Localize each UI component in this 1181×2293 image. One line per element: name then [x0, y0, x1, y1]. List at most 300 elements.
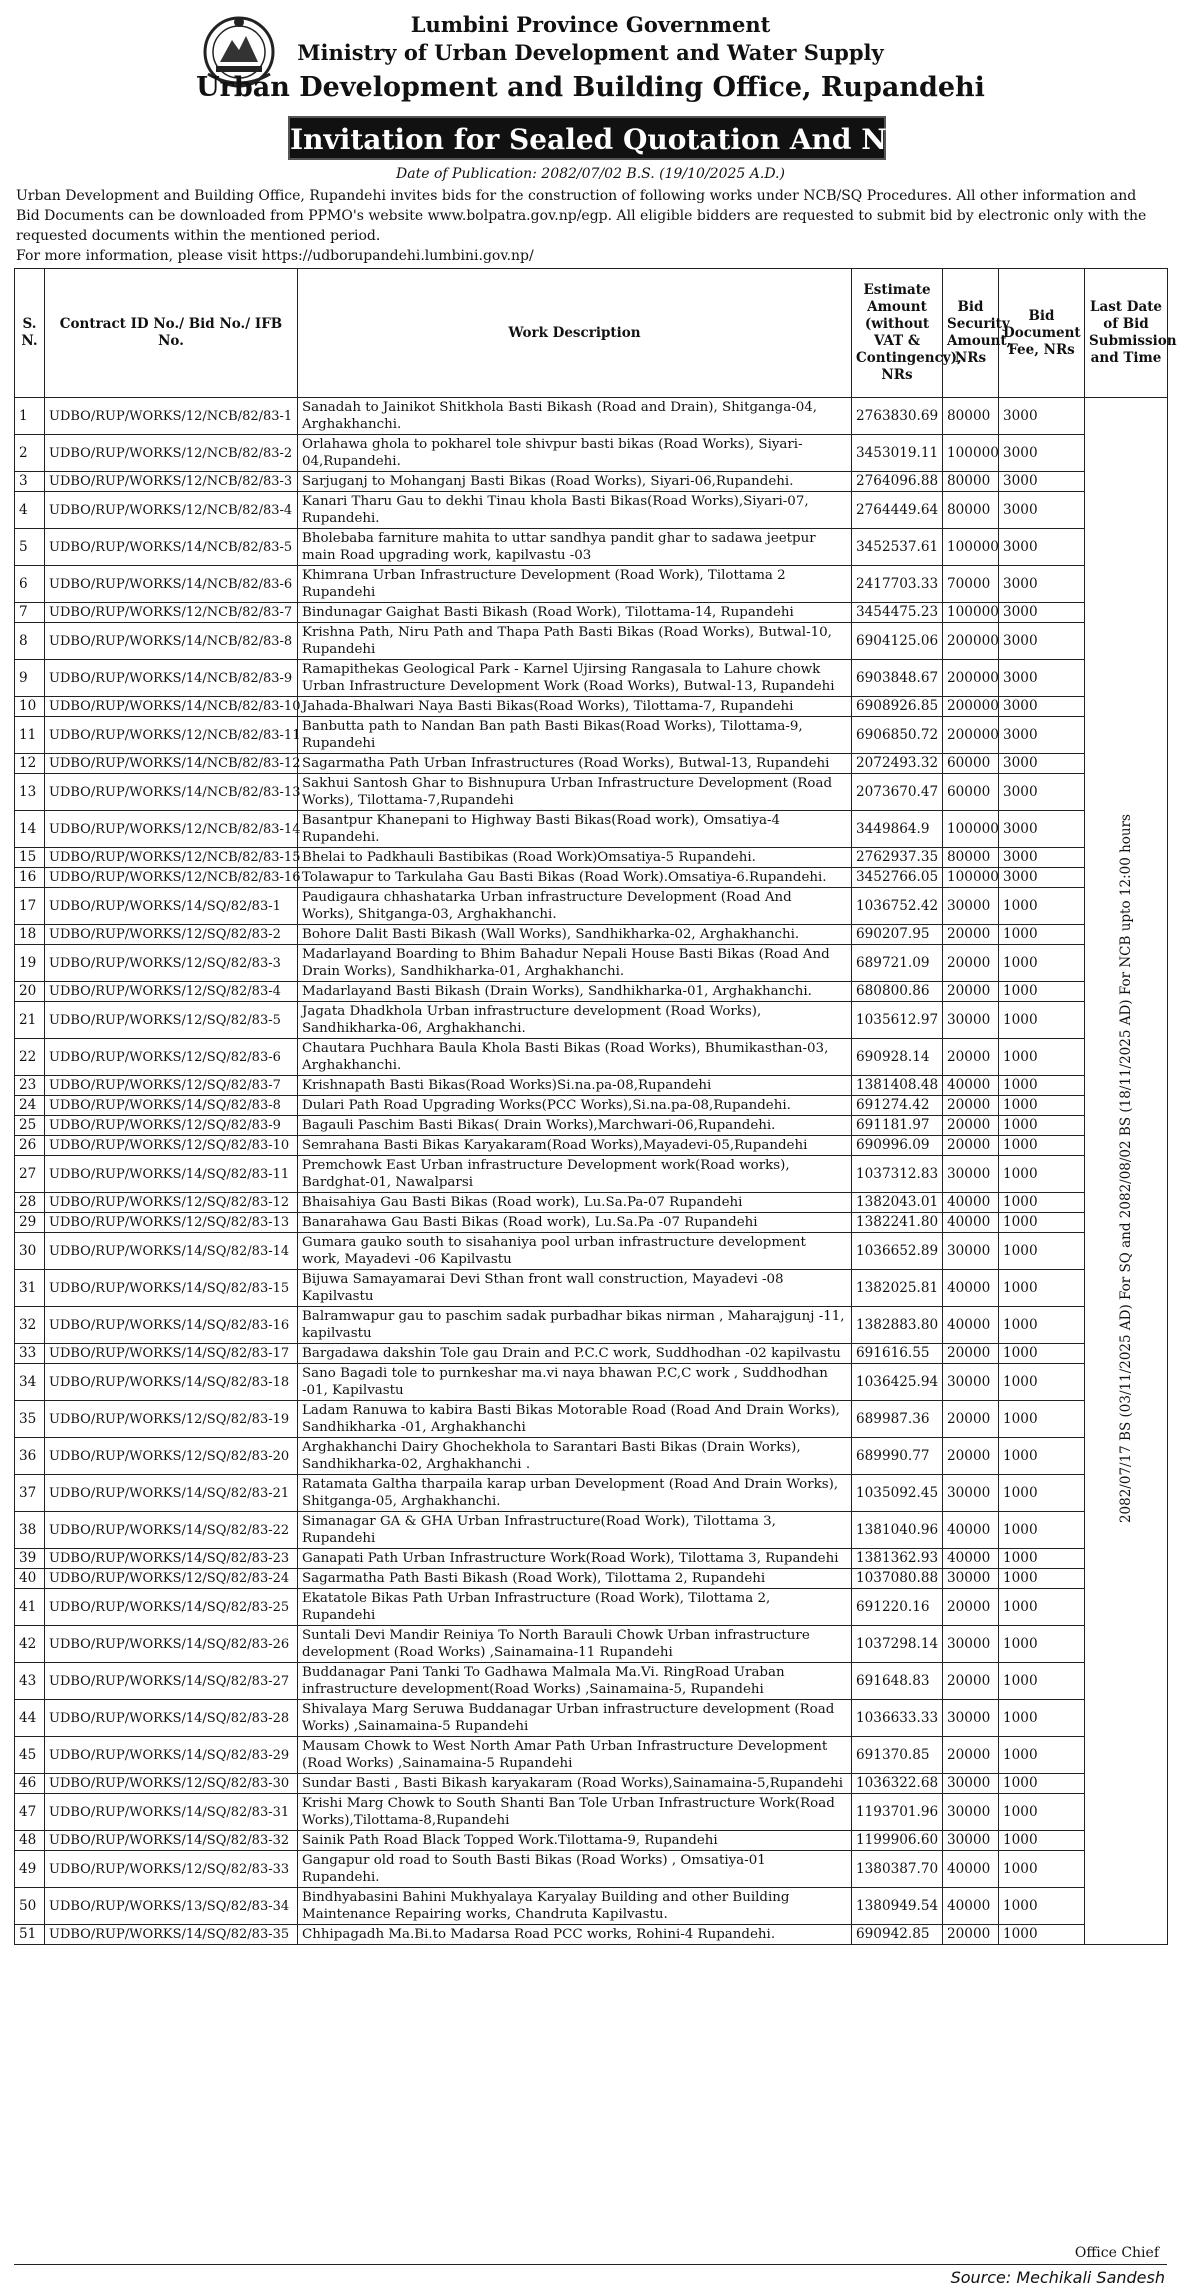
- cell-security: 100000: [943, 868, 999, 888]
- cell-estimate: 1037080.88: [852, 1569, 943, 1589]
- table-row: [15, 1794, 1168, 1831]
- cell-sn: 30: [15, 1233, 45, 1270]
- cell-contract-id: UDBO/RUP/WORKS/14/SQ/82/83-25: [45, 1589, 298, 1626]
- cell-contract-id: UDBO/RUP/WORKS/14/SQ/82/83-21: [45, 1475, 298, 1512]
- cell-doc-fee: 3000: [999, 435, 1085, 472]
- table-row: [15, 1213, 1168, 1233]
- table-row: [15, 1888, 1168, 1925]
- cell-estimate: 680800.86: [852, 982, 943, 1002]
- cell-last-date: [1085, 398, 1168, 1945]
- cell-contract-id: UDBO/RUP/WORKS/14/NCB/82/83-10: [45, 697, 298, 717]
- cell-doc-fee: 1000: [999, 1116, 1085, 1136]
- cell-security: 80000: [943, 848, 999, 868]
- footer-divider: [14, 2264, 1167, 2265]
- cell-contract-id: UDBO/RUP/WORKS/14/SQ/82/83-16: [45, 1307, 298, 1344]
- cell-doc-fee: 1000: [999, 1774, 1085, 1794]
- cell-security: 60000: [943, 774, 999, 811]
- cell-doc-fee: 3000: [999, 811, 1085, 848]
- cell-description: Paudigaura chhashatarka Urban infrastructure Development (Road And Works), Shitganga-03, Arghakhanchi.: [298, 888, 852, 925]
- cell-description: Ratamata Galtha tharpaila karap urban Development (Road And Drain Works), Shitganga-05, Arghakhanchi.: [298, 1475, 852, 1512]
- table-row: [15, 472, 1168, 492]
- cell-contract-id: UDBO/RUP/WORKS/14/SQ/82/83-29: [45, 1737, 298, 1774]
- table-row: [15, 1831, 1168, 1851]
- table-header-row: [15, 269, 1168, 398]
- cell-sn: 9: [15, 660, 45, 697]
- cell-description: Bijuwa Samayamarai Devi Sthan front wall construction, Mayadevi -08 Kapilvastu: [298, 1270, 852, 1307]
- cell-estimate: 2764449.64: [852, 492, 943, 529]
- cell-doc-fee: 1000: [999, 925, 1085, 945]
- cell-estimate: 1381040.96: [852, 1512, 943, 1549]
- cell-sn: 11: [15, 717, 45, 754]
- cell-description: Sakhui Santosh Ghar to Bishnupura Urban Infrastructure Development (Road Works), Tilottama-7,Rupandehi: [298, 774, 852, 811]
- cell-description: Bhelai to Padkhauli Bastibikas (Road Work)Omsatiya-5 Rupandehi.: [298, 848, 852, 868]
- cell-doc-fee: 1000: [999, 1002, 1085, 1039]
- cell-contract-id: UDBO/RUP/WORKS/12/SQ/82/83-9: [45, 1116, 298, 1136]
- cell-estimate: 689990.77: [852, 1438, 943, 1475]
- cell-contract-id: UDBO/RUP/WORKS/14/SQ/82/83-11: [45, 1156, 298, 1193]
- cell-security: 20000: [943, 1663, 999, 1700]
- table-row: [15, 603, 1168, 623]
- table-row: [15, 1438, 1168, 1475]
- cell-security: 20000: [943, 1039, 999, 1076]
- cell-security: 30000: [943, 888, 999, 925]
- cell-estimate: 2764096.88: [852, 472, 943, 492]
- cell-contract-id: UDBO/RUP/WORKS/12/SQ/82/83-33: [45, 1851, 298, 1888]
- cell-contract-id: UDBO/RUP/WORKS/12/SQ/82/83-13: [45, 1213, 298, 1233]
- cell-estimate: 1036652.89: [852, 1233, 943, 1270]
- header-estimate: Estimate Amount (without VAT & Contingency), NRs: [852, 269, 943, 398]
- cell-estimate: 1380949.54: [852, 1888, 943, 1925]
- table-row: [15, 492, 1168, 529]
- cell-sn: 10: [15, 697, 45, 717]
- cell-security: 200000: [943, 697, 999, 717]
- table-row: [15, 1136, 1168, 1156]
- cell-sn: 34: [15, 1364, 45, 1401]
- cell-contract-id: UDBO/RUP/WORKS/14/SQ/82/83-26: [45, 1626, 298, 1663]
- cell-doc-fee: 1000: [999, 1589, 1085, 1626]
- cell-contract-id: UDBO/RUP/WORKS/14/NCB/82/83-12: [45, 754, 298, 774]
- cell-estimate: 3453019.11: [852, 435, 943, 472]
- cell-sn: 38: [15, 1512, 45, 1549]
- cell-security: 40000: [943, 1888, 999, 1925]
- cell-estimate: 690207.95: [852, 925, 943, 945]
- cell-doc-fee: 1000: [999, 1364, 1085, 1401]
- cell-contract-id: UDBO/RUP/WORKS/14/SQ/82/83-17: [45, 1344, 298, 1364]
- cell-doc-fee: 1000: [999, 1569, 1085, 1589]
- cell-description: Bholebaba farniture mahita to uttar sandhya pandit ghar to sadawa jeetpur main Road upgrading work, kapilvastu -03: [298, 529, 852, 566]
- cell-sn: 26: [15, 1136, 45, 1156]
- cell-description: Sano Bagadi tole to purnkeshar ma.vi naya bhawan P.C,C work , Suddhodhan -01, Kapilvastu: [298, 1364, 852, 1401]
- cell-contract-id: UDBO/RUP/WORKS/13/SQ/82/83-34: [45, 1888, 298, 1925]
- cell-contract-id: UDBO/RUP/WORKS/14/SQ/82/83-15: [45, 1270, 298, 1307]
- cell-sn: 40: [15, 1569, 45, 1589]
- cell-sn: 19: [15, 945, 45, 982]
- cell-sn: 17: [15, 888, 45, 925]
- cell-sn: 16: [15, 868, 45, 888]
- cell-security: 40000: [943, 1307, 999, 1344]
- cell-security: 200000: [943, 717, 999, 754]
- cell-contract-id: UDBO/RUP/WORKS/12/SQ/82/83-10: [45, 1136, 298, 1156]
- table-row: [15, 1270, 1168, 1307]
- cell-estimate: 1381362.93: [852, 1549, 943, 1569]
- table-row: [15, 1364, 1168, 1401]
- cell-doc-fee: 1000: [999, 1233, 1085, 1270]
- cell-estimate: 1199906.60: [852, 1831, 943, 1851]
- cell-estimate: 690996.09: [852, 1136, 943, 1156]
- cell-sn: 35: [15, 1401, 45, 1438]
- table-row: [15, 1096, 1168, 1116]
- table-row: [15, 1401, 1168, 1438]
- cell-estimate: 3452766.05: [852, 868, 943, 888]
- header-security: Bid Security Amount, NRs: [943, 269, 999, 398]
- cell-description: Banbutta path to Nandan Ban path Basti Bikas(Road Works), Tilottama-9, Rupandehi: [298, 717, 852, 754]
- cell-doc-fee: 3000: [999, 754, 1085, 774]
- cell-estimate: 691648.83: [852, 1663, 943, 1700]
- cell-security: 100000: [943, 435, 999, 472]
- table-row: [15, 1569, 1168, 1589]
- cell-doc-fee: 1000: [999, 1136, 1085, 1156]
- table-row: [15, 1116, 1168, 1136]
- cell-description: Gangapur old road to South Basti Bikas (Road Works) , Omsatiya-01 Rupandehi.: [298, 1851, 852, 1888]
- cell-sn: 25: [15, 1116, 45, 1136]
- cell-sn: 15: [15, 848, 45, 868]
- cell-security: 20000: [943, 1438, 999, 1475]
- cell-description: Gumara gauko south to sisahaniya pool urban infrastructure development work, Mayadevi -06 Kapilvastu: [298, 1233, 852, 1270]
- cell-estimate: 2072493.32: [852, 754, 943, 774]
- cell-security: 80000: [943, 398, 999, 435]
- cell-security: 70000: [943, 566, 999, 603]
- table-row: [15, 435, 1168, 472]
- cell-estimate: 1036425.94: [852, 1364, 943, 1401]
- cell-estimate: 6903848.67: [852, 660, 943, 697]
- table-row: [15, 1626, 1168, 1663]
- cell-security: 40000: [943, 1213, 999, 1233]
- table-row: [15, 888, 1168, 925]
- cell-doc-fee: 3000: [999, 603, 1085, 623]
- cell-sn: 50: [15, 1888, 45, 1925]
- cell-contract-id: UDBO/RUP/WORKS/12/NCB/82/83-7: [45, 603, 298, 623]
- cell-sn: 29: [15, 1213, 45, 1233]
- cell-contract-id: UDBO/RUP/WORKS/12/SQ/82/83-24: [45, 1569, 298, 1589]
- header-ministry: Ministry of Urban Development and Water Supply: [297, 40, 884, 65]
- bids-table: [14, 268, 1177, 1945]
- cell-security: 30000: [943, 1774, 999, 1794]
- cell-description: Bargadawa dakshin Tole gau Drain and P.C.C work, Suddhodhan -02 kapilvastu: [298, 1344, 852, 1364]
- table-row: [15, 811, 1168, 848]
- cell-description: Bohore Dalit Basti Bikash (Wall Works), Sandhikharka-02, Arghakhanchi.: [298, 925, 852, 945]
- cell-description: Ramapithekas Geological Park - Karnel Ujirsing Rangasala to Lahure chowk Urban Infrastructure Development Work (Road Works), Butwal-13, Rupandehi: [298, 660, 852, 697]
- cell-sn: 41: [15, 1589, 45, 1626]
- cell-description: Ganapati Path Urban Infrastructure Work(Road Work), Tilottama 3, Rupandehi: [298, 1549, 852, 1569]
- cell-estimate: 1037312.83: [852, 1156, 943, 1193]
- cell-doc-fee: 3000: [999, 529, 1085, 566]
- cell-contract-id: UDBO/RUP/WORKS/12/NCB/82/83-16: [45, 868, 298, 888]
- cell-doc-fee: 3000: [999, 566, 1085, 603]
- cell-contract-id: UDBO/RUP/WORKS/14/SQ/82/83-27: [45, 1663, 298, 1700]
- cell-description: Simanagar GA & GHA Urban Infrastructure(Road Work), Tilottama 3, Rupandehi: [298, 1512, 852, 1549]
- table-row: [15, 1002, 1168, 1039]
- table-row: [15, 623, 1168, 660]
- table-row: [15, 1475, 1168, 1512]
- cell-doc-fee: 3000: [999, 774, 1085, 811]
- cell-estimate: 1382025.81: [852, 1270, 943, 1307]
- header-sn: S. N.: [15, 269, 45, 398]
- cell-security: 30000: [943, 1569, 999, 1589]
- cell-description: Bindhyabasini Bahini Mukhyalaya Karyalay Building and other Building Maintenance Repairing works, Chandruta Kapilvastu.: [298, 1888, 852, 1925]
- cell-doc-fee: 1000: [999, 1794, 1085, 1831]
- cell-doc-fee: 1000: [999, 888, 1085, 925]
- cell-security: 20000: [943, 1925, 999, 1945]
- cell-sn: 2: [15, 435, 45, 472]
- cell-doc-fee: 1000: [999, 1438, 1085, 1475]
- cell-contract-id: UDBO/RUP/WORKS/12/NCB/82/83-14: [45, 811, 298, 848]
- cell-security: 20000: [943, 1116, 999, 1136]
- table-row: [15, 697, 1168, 717]
- cell-description: Balramwapur gau to paschim sadak purbadhar bikas nirman , Maharajgunj -11, kapilvastu: [298, 1307, 852, 1344]
- cell-doc-fee: 3000: [999, 492, 1085, 529]
- table-row: [15, 1233, 1168, 1270]
- cell-doc-fee: 1000: [999, 945, 1085, 982]
- table-row: [15, 1512, 1168, 1549]
- header-government: Lumbini Province Government: [410, 12, 771, 37]
- cell-estimate: 1036752.42: [852, 888, 943, 925]
- cell-estimate: 691220.16: [852, 1589, 943, 1626]
- cell-description: Jahada-Bhalwari Naya Basti Bikas(Road Works), Tilottama-7, Rupandehi: [298, 697, 852, 717]
- cell-description: Shivalaya Marg Seruwa Buddanagar Urban infrastructure development (Road Works) ,Sainamaina-5 Rupandehi: [298, 1700, 852, 1737]
- cell-security: 40000: [943, 1549, 999, 1569]
- cell-doc-fee: 1000: [999, 1213, 1085, 1233]
- cell-sn: 12: [15, 754, 45, 774]
- cell-estimate: 3452537.61: [852, 529, 943, 566]
- cell-contract-id: UDBO/RUP/WORKS/14/SQ/82/83-31: [45, 1794, 298, 1831]
- cell-contract-id: UDBO/RUP/WORKS/12/NCB/82/83-11: [45, 717, 298, 754]
- cell-estimate: 6906850.72: [852, 717, 943, 754]
- table-row: [15, 1589, 1168, 1626]
- cell-security: 40000: [943, 1851, 999, 1888]
- cell-estimate: 2763830.69: [852, 398, 943, 435]
- cell-sn: 45: [15, 1737, 45, 1774]
- cell-contract-id: UDBO/RUP/WORKS/14/SQ/82/83-1: [45, 888, 298, 925]
- cell-security: 30000: [943, 1156, 999, 1193]
- cell-description: Krishi Marg Chowk to South Shanti Ban Tole Urban Infrastructure Work(Road Works),Tilottama-8,Rupandehi: [298, 1794, 852, 1831]
- cell-estimate: 2417703.33: [852, 566, 943, 603]
- header-last-date: Last Date of Bid Submission and Time: [1085, 269, 1168, 398]
- cell-security: 40000: [943, 1076, 999, 1096]
- cell-estimate: 691274.42: [852, 1096, 943, 1116]
- cell-sn: 46: [15, 1774, 45, 1794]
- cell-estimate: 1382883.80: [852, 1307, 943, 1344]
- cell-sn: 36: [15, 1438, 45, 1475]
- cell-doc-fee: 1000: [999, 1076, 1085, 1096]
- cell-sn: 21: [15, 1002, 45, 1039]
- cell-description: Chautara Puchhara Baula Khola Basti Bikas (Road Works), Bhumikasthan-03, Arghakhanchi.: [298, 1039, 852, 1076]
- cell-sn: 49: [15, 1851, 45, 1888]
- cell-doc-fee: 1000: [999, 1888, 1085, 1925]
- source-credit: Source: Mechikali Sandesh: [950, 2268, 1165, 2287]
- cell-sn: 5: [15, 529, 45, 566]
- table-row: [15, 1663, 1168, 1700]
- table-row: [15, 1076, 1168, 1096]
- cell-description: Krishnapath Basti Bikas(Road Works)Si.na.pa-08,Rupandehi: [298, 1076, 852, 1096]
- cell-security: 80000: [943, 472, 999, 492]
- cell-estimate: 689987.36: [852, 1401, 943, 1438]
- table-row: [15, 848, 1168, 868]
- cell-security: 100000: [943, 529, 999, 566]
- cell-security: 80000: [943, 492, 999, 529]
- cell-contract-id: UDBO/RUP/WORKS/12/SQ/82/83-30: [45, 1774, 298, 1794]
- cell-doc-fee: 3000: [999, 848, 1085, 868]
- cell-estimate: 689721.09: [852, 945, 943, 982]
- table-row: [15, 982, 1168, 1002]
- cell-contract-id: UDBO/RUP/WORKS/14/NCB/82/83-6: [45, 566, 298, 603]
- cell-description: Banarahawa Gau Basti Bikas (Road work), Lu.Sa.Pa -07 Rupandehi: [298, 1213, 852, 1233]
- cell-sn: 20: [15, 982, 45, 1002]
- cell-sn: 27: [15, 1156, 45, 1193]
- cell-doc-fee: 3000: [999, 717, 1085, 754]
- cell-contract-id: UDBO/RUP/WORKS/12/SQ/82/83-19: [45, 1401, 298, 1438]
- cell-estimate: 2073670.47: [852, 774, 943, 811]
- cell-description: Sainik Path Road Black Topped Work.Tilottama-9, Rupandehi: [298, 1831, 852, 1851]
- cell-security: 20000: [943, 1401, 999, 1438]
- cell-contract-id: UDBO/RUP/WORKS/12/NCB/82/83-15: [45, 848, 298, 868]
- publication-date: Date of Publication: 2082/07/02 B.S. (19/10/2025 A.D.): [396, 166, 785, 182]
- cell-doc-fee: 1000: [999, 1737, 1085, 1774]
- cell-sn: 24: [15, 1096, 45, 1116]
- cell-sn: 13: [15, 774, 45, 811]
- cell-description: Chhipagadh Ma.Bi.to Madarsa Road PCC works, Rohini-4 Rupandehi.: [298, 1925, 852, 1945]
- cell-description: Ekatatole Bikas Path Urban Infrastructure (Road Work), Tilottama 2, Rupandehi: [298, 1589, 852, 1626]
- cell-estimate: 1380387.70: [852, 1851, 943, 1888]
- cell-doc-fee: 1000: [999, 1475, 1085, 1512]
- cell-doc-fee: 1000: [999, 1344, 1085, 1364]
- cell-doc-fee: 1000: [999, 1831, 1085, 1851]
- cell-security: 20000: [943, 1737, 999, 1774]
- cell-contract-id: UDBO/RUP/WORKS/14/SQ/82/83-28: [45, 1700, 298, 1737]
- cell-doc-fee: 1000: [999, 982, 1085, 1002]
- cell-description: Sagarmatha Path Urban Infrastructures (Road Works), Butwal-13, Rupandehi: [298, 754, 852, 774]
- cell-security: 200000: [943, 623, 999, 660]
- cell-doc-fee: 3000: [999, 623, 1085, 660]
- cell-description: Sarjuganj to Mohanganj Basti Bikas (Road Works), Siyari-06,Rupandehi.: [298, 472, 852, 492]
- cell-security: 30000: [943, 1475, 999, 1512]
- header-office: Urban Development and Building Office, Rupandehi: [196, 72, 985, 103]
- cell-estimate: 1035612.97: [852, 1002, 943, 1039]
- cell-description: Mausam Chowk to West North Amar Path Urban Infrastructure Development (Road Works) ,Sainamaina-5 Rupandehi: [298, 1737, 852, 1774]
- cell-description: Kanari Tharu Gau to dekhi Tinau khola Basti Bikas(Road Works),Siyari-07, Rupandehi.: [298, 492, 852, 529]
- intro-text: [16, 186, 1164, 266]
- cell-security: 40000: [943, 1512, 999, 1549]
- cell-sn: 8: [15, 623, 45, 660]
- table-row: [15, 1039, 1168, 1076]
- cell-doc-fee: 1000: [999, 1512, 1085, 1549]
- intro-paragraph: Urban Development and Building Office, Rupandehi invites bids for the construction of following works under NCB/SQ Procedures. All other information and Bid Documents can be downloaded from PPMO's website www.bolpatra.gov.np/egp. All eligible bidders are requested to submit bid by electronic only with the requested documents within the mentioned period.: [16, 188, 1147, 244]
- cell-contract-id: UDBO/RUP/WORKS/14/NCB/82/83-13: [45, 774, 298, 811]
- table-row: [15, 754, 1168, 774]
- cell-sn: 31: [15, 1270, 45, 1307]
- cell-estimate: 691616.55: [852, 1344, 943, 1364]
- office-chief-label: Office Chief: [1074, 2245, 1159, 2261]
- table-row: [15, 925, 1168, 945]
- cell-doc-fee: 3000: [999, 868, 1085, 888]
- cell-contract-id: UDBO/RUP/WORKS/12/SQ/82/83-5: [45, 1002, 298, 1039]
- table-row: [15, 868, 1168, 888]
- cell-security: 40000: [943, 1193, 999, 1213]
- cell-estimate: 1036322.68: [852, 1774, 943, 1794]
- cell-security: 30000: [943, 1002, 999, 1039]
- cell-estimate: 6908926.85: [852, 697, 943, 717]
- header-description: Work Description: [298, 269, 852, 398]
- cell-contract-id: UDBO/RUP/WORKS/14/NCB/82/83-9: [45, 660, 298, 697]
- cell-doc-fee: 1000: [999, 1039, 1085, 1076]
- cell-description: Sanadah to Jainikot Shitkhola Basti Bikash (Road and Drain), Shitganga-04, Arghakhanchi.: [298, 398, 852, 435]
- cell-security: 20000: [943, 925, 999, 945]
- table-row: [15, 660, 1168, 697]
- cell-doc-fee: 1000: [999, 1401, 1085, 1438]
- cell-contract-id: UDBO/RUP/WORKS/12/NCB/82/83-3: [45, 472, 298, 492]
- cell-contract-id: UDBO/RUP/WORKS/12/NCB/82/83-4: [45, 492, 298, 529]
- cell-sn: 48: [15, 1831, 45, 1851]
- cell-security: 100000: [943, 603, 999, 623]
- cell-description: Bhaisahiya Gau Basti Bikas (Road work), Lu.Sa.Pa-07 Rupandehi: [298, 1193, 852, 1213]
- cell-contract-id: UDBO/RUP/WORKS/12/SQ/82/83-4: [45, 982, 298, 1002]
- cell-doc-fee: 3000: [999, 398, 1085, 435]
- cell-contract-id: UDBO/RUP/WORKS/14/SQ/82/83-18: [45, 1364, 298, 1401]
- cell-description: Premchowk East Urban infrastructure Development work(Road works), Bardghat-01, Nawalparsi: [298, 1156, 852, 1193]
- cell-sn: 1: [15, 398, 45, 435]
- cell-description: Ladam Ranuwa to kabira Basti Bikas Motorable Road (Road And Drain Works), Sandhikharka -01, Arghakhanchi: [298, 1401, 852, 1438]
- cell-description: Khimrana Urban Infrastructure Development (Road Work), Tilottama 2 Rupandehi: [298, 566, 852, 603]
- cell-security: 20000: [943, 1589, 999, 1626]
- cell-security: 20000: [943, 1344, 999, 1364]
- cell-security: 20000: [943, 1136, 999, 1156]
- cell-doc-fee: 1000: [999, 1307, 1085, 1344]
- cell-description: Bagauli Paschim Basti Bikas( Drain Works),Marchwari-06,Rupandehi.: [298, 1116, 852, 1136]
- cell-sn: 33: [15, 1344, 45, 1364]
- cell-contract-id: UDBO/RUP/WORKS/12/SQ/82/83-2: [45, 925, 298, 945]
- cell-estimate: 1381408.48: [852, 1076, 943, 1096]
- table-row: [15, 398, 1168, 435]
- cell-contract-id: UDBO/RUP/WORKS/14/SQ/82/83-23: [45, 1549, 298, 1569]
- cell-description: Suntali Devi Mandir Reiniya To North Barauli Chowk Urban infrastructure development (Road Works) ,Sainamaina-11 Rupandehi: [298, 1626, 852, 1663]
- cell-description: Bindunagar Gaighat Basti Bikash (Road Work), Tilottama-14, Rupandehi: [298, 603, 852, 623]
- cell-doc-fee: 3000: [999, 697, 1085, 717]
- table-row: [15, 717, 1168, 754]
- cell-doc-fee: 1000: [999, 1096, 1085, 1116]
- table-row: [15, 1774, 1168, 1794]
- cell-security: 20000: [943, 1096, 999, 1116]
- table-row: [15, 1851, 1168, 1888]
- cell-sn: 37: [15, 1475, 45, 1512]
- cell-security: 30000: [943, 1233, 999, 1270]
- table-row: [15, 566, 1168, 603]
- table-row: [15, 1307, 1168, 1344]
- notice-header: [0, 0, 1181, 120]
- table-row: [15, 1737, 1168, 1774]
- cell-doc-fee: 3000: [999, 472, 1085, 492]
- cell-estimate: 1035092.45: [852, 1475, 943, 1512]
- cell-doc-fee: 1000: [999, 1193, 1085, 1213]
- cell-sn: 14: [15, 811, 45, 848]
- cell-estimate: 6904125.06: [852, 623, 943, 660]
- cell-security: 60000: [943, 754, 999, 774]
- cell-sn: 47: [15, 1794, 45, 1831]
- cell-security: 40000: [943, 1270, 999, 1307]
- table-row: [15, 1700, 1168, 1737]
- table-row: [15, 1344, 1168, 1364]
- cell-contract-id: UDBO/RUP/WORKS/12/NCB/82/83-2: [45, 435, 298, 472]
- cell-sn: 43: [15, 1663, 45, 1700]
- table-row: [15, 1549, 1168, 1569]
